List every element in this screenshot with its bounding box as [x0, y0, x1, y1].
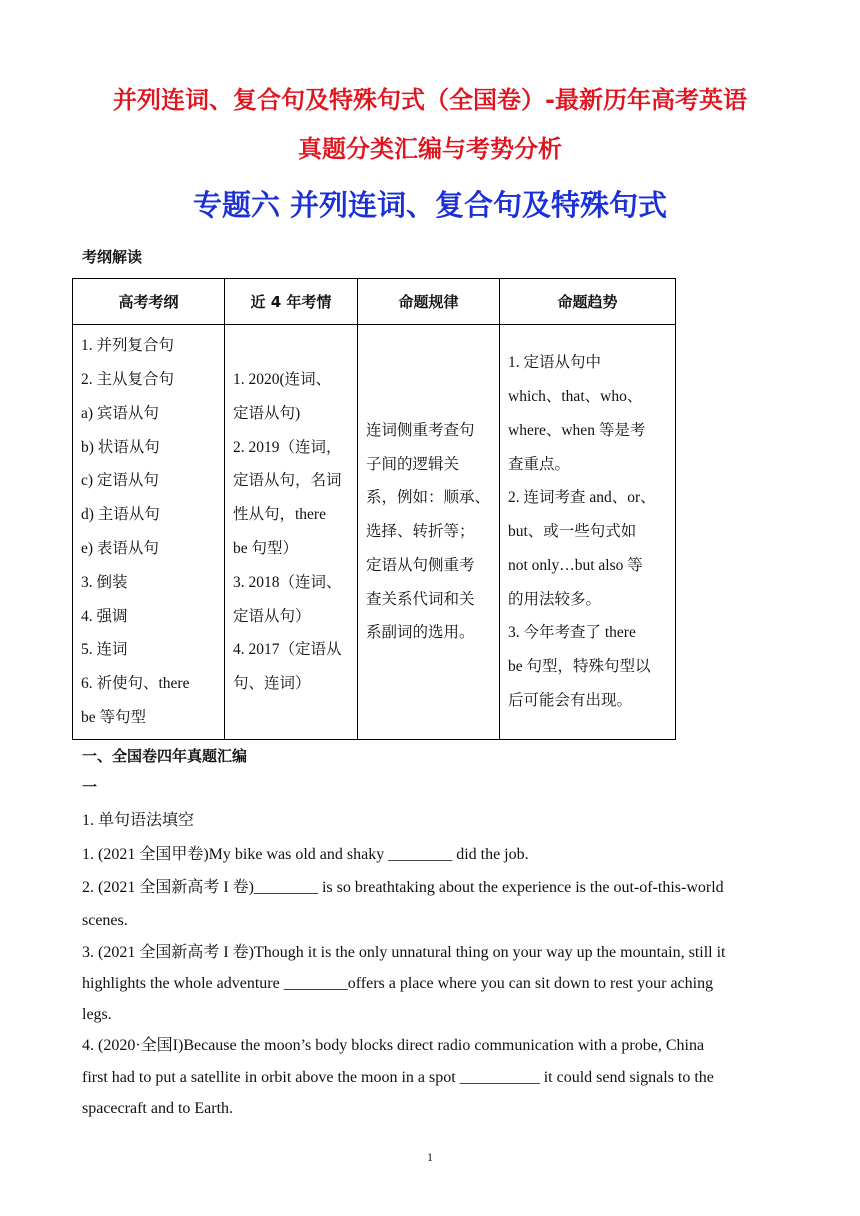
cell-line: 查关系代词和关 [366, 590, 475, 608]
cell-line: be 句型，特殊句型以 [508, 658, 651, 676]
cell-line: 定语从句) [233, 404, 301, 422]
cell-line: 5. 连词 [81, 641, 128, 659]
cell-line: a) 宾语从句 [81, 404, 159, 422]
title-line-1: 并列连词、复合句及特殊句式（全国卷）-最新历年高考英语 [113, 86, 747, 114]
question-4-line-1: 4. (2020·全国I)Because the moon’s body blocks direct radio communication with a probe, China [82, 1037, 705, 1054]
cell-line: 系，例如：顺承、 [366, 489, 491, 507]
question-2-line-1: 2. (2021 全国新高考 I 卷)________ is so breathtaking about the experience is the out-of-this-world [82, 879, 724, 896]
outline-label: 考纲解读 [82, 248, 143, 266]
title-line-2: 真题分类汇编与考势分析 [298, 135, 562, 163]
header-outline: 高考考纲 [73, 279, 225, 325]
cell-line: 2. 2019（连词， [233, 438, 342, 456]
cell-trend [500, 325, 676, 740]
question-3-line-1: 3. (2021 全国新高考 I 卷)Though it is the only unnatural thing on your way up the mountain, still it [82, 944, 726, 961]
question-3-line-2: highlights the whole adventure ________offers a place where you can sit down to rest your aching [82, 975, 714, 992]
cell-line: 后可能会有出现。 [508, 692, 633, 710]
cell-pattern [358, 325, 500, 740]
cell-line: d) 主语从句 [81, 506, 160, 524]
cell-line: e) 表语从句 [81, 540, 159, 557]
subtitle: 专题六 并列连词、复合句及特殊句式 [192, 188, 668, 222]
question-3-line-3: legs. [82, 1006, 112, 1023]
cell-line: 3. 2018（连词、 [233, 573, 342, 591]
cell-line: 3. 倒装 [81, 573, 128, 591]
cell-line: 定语从句，名词 [233, 472, 342, 490]
cell-line: but、或一些句式如 [508, 523, 637, 541]
cell-line: 性从句，there [233, 506, 326, 524]
cell-recent [225, 325, 358, 740]
cell-line: 的用法较多。 [508, 590, 602, 608]
cell-line: c) 定语从句 [81, 472, 159, 490]
question-1: 1. (2021 全国甲卷)My bike was old and shaky ________ did the job. [82, 846, 529, 863]
cell-line: 2. 主从复合句 [81, 371, 175, 389]
cell-line: where、when 等是考 [508, 421, 646, 439]
cell-line: 连词侧重考查句 [366, 421, 475, 439]
cell-line: be 等句型 [81, 708, 147, 726]
cell-line: 4. 强调 [81, 607, 128, 625]
page-number: 1 [427, 1150, 433, 1164]
cell-line: 1. 并列复合句 [81, 337, 175, 355]
cell-line: 选择、转折等； [366, 523, 475, 541]
cell-line: 3. 今年考查了 there [508, 624, 636, 642]
cell-line: be 句型） [233, 540, 299, 557]
cell-line: 1. 定语从句中 [508, 354, 602, 372]
table-header-row [73, 279, 676, 325]
section-heading: 一、全国卷四年真题汇编 [82, 747, 248, 765]
section-dash: 一 [82, 778, 98, 796]
cell-line: 4. 2017（定语从 [233, 641, 342, 659]
question-4-line-3: spacecraft and to Earth. [82, 1100, 234, 1117]
header-pattern: 命题规律 [358, 279, 500, 325]
table-body-row [73, 325, 676, 740]
question-2-line-2: scenes. [82, 912, 128, 929]
cell-line: b) 状语从句 [81, 438, 160, 456]
question-4-line-2: first had to put a satellite in orbit above the moon in a spot __________ it could send signals to the [82, 1069, 714, 1086]
cell-outline [73, 325, 225, 740]
cell-line: not only…but also 等 [508, 556, 643, 574]
cell-line: 1. 2020(连词、 [233, 371, 332, 389]
cell-line: 子间的逻辑关 [366, 455, 460, 473]
cell-line: 2. 连词考查 and、or、 [508, 489, 656, 507]
cell-line: 6. 祈使句、there [81, 675, 190, 693]
cell-line: 系副词的选用。 [366, 624, 475, 642]
header-recent: 近 4 年考情 [225, 279, 358, 325]
header-trend: 命题趋势 [500, 279, 676, 325]
cell-line: 定语从句侧重考 [366, 556, 475, 574]
sub-heading: 1. 单句语法填空 [82, 812, 195, 829]
cell-line: 定语从句） [233, 607, 311, 625]
cell-line: 查重点。 [508, 455, 571, 473]
cell-line: which、that、who、 [508, 387, 643, 405]
exam-outline-table [72, 278, 676, 740]
cell-line: 句、连词） [233, 675, 311, 693]
